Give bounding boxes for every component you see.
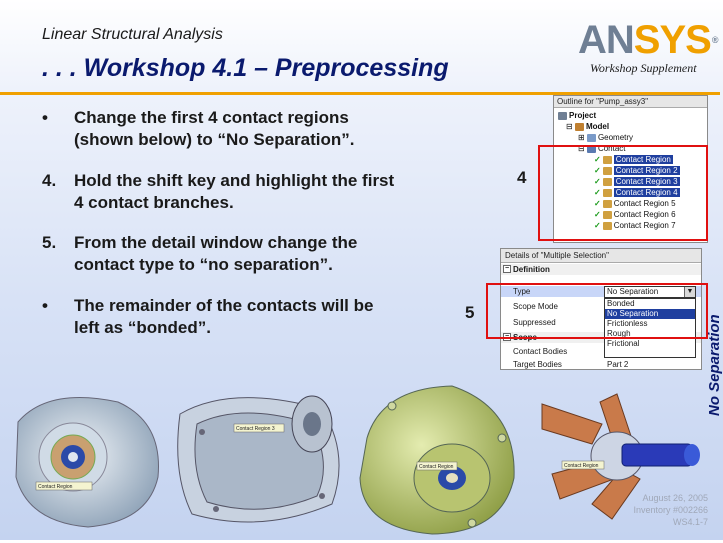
tree-label: Contact Region 7 [613, 221, 676, 230]
check-icon: ✓ [594, 177, 601, 186]
option-frictionless[interactable]: Frictionless [607, 319, 648, 328]
row-key: Type [513, 287, 531, 296]
check-icon: ✓ [594, 166, 601, 175]
check-icon: ✓ [594, 188, 601, 197]
details-row-target-bodies[interactable] [501, 359, 701, 370]
bullet-marker: • [42, 108, 48, 127]
group-label: Definition [513, 265, 550, 274]
render-label: Contact Region 3 [236, 426, 275, 432]
row-value: Part 2 [607, 360, 629, 369]
row-key: Contact Bodies [513, 347, 568, 356]
tree-label: Project [569, 111, 597, 120]
footer-page: WS4.1-7 [672, 517, 708, 527]
cover-gasket-image [172, 384, 352, 534]
impeller-housing-image [8, 382, 168, 532]
bullet-line: (shown below) to “No Separation”. [74, 130, 355, 149]
details-group-definition[interactable] [501, 264, 701, 275]
collapse-icon: ⊟ [578, 144, 587, 153]
collapse-icon: − [504, 333, 510, 340]
logo-sys: SYS [633, 18, 711, 62]
step-marker: 5. [42, 233, 57, 252]
bullet-line: The remainder of the contacts will be [74, 296, 374, 315]
tree-label: Contact [597, 144, 626, 153]
footer-inventory: Inventory #002266 [633, 505, 708, 515]
tree-label: Contact Region 2 [615, 166, 678, 175]
project-icon [558, 112, 567, 120]
step-body [74, 170, 394, 214]
workshop-supplement-label: Workshop Supplement [590, 61, 697, 75]
row-key: Suppressed [513, 318, 556, 327]
footer-date: August 26, 2005 [642, 493, 708, 503]
tree-label: Contact Region 5 [613, 199, 676, 208]
footer [600, 492, 708, 528]
option-frictional[interactable]: Frictional [607, 339, 640, 348]
pump-cover-image [352, 378, 522, 538]
check-icon: ✓ [594, 199, 601, 208]
select-value: No Separation [607, 287, 659, 296]
tree-item-project[interactable] [558, 110, 596, 121]
bullet-body [74, 295, 373, 339]
step-line: Hold the shift key and highlight the first [74, 171, 395, 190]
page-title: . . . Workshop 4.1 – Preprocessing [42, 54, 449, 82]
outline-header: Outline for "Pump_assy3" [554, 96, 707, 108]
tree-label: Model [585, 122, 610, 131]
step-line: contact type to “no separation”. [74, 255, 333, 274]
details-header: Details of "Multiple Selection" [501, 249, 701, 263]
check-icon: ✓ [594, 155, 601, 164]
callout-step-4: 4 [517, 168, 527, 187]
tree-label: Contact Region 4 [615, 188, 678, 197]
render-cover-gasket [172, 384, 352, 534]
check-icon: ✓ [594, 221, 601, 230]
bullet-line: left as “bonded”. [74, 318, 211, 337]
side-label-text: No Separation [706, 314, 723, 416]
group-label: Scope [513, 333, 538, 342]
topic-label: Linear Structural Analysis [42, 26, 223, 43]
bullet-line: Change the first 4 contact regions [74, 108, 349, 127]
chevron-down-icon[interactable]: ▼ [684, 287, 695, 297]
option-rough[interactable]: Rough [607, 329, 631, 338]
title-bar [0, 0, 720, 95]
bullet-change-regions [42, 107, 462, 155]
highlight-box-details [486, 283, 708, 339]
bullet-marker: • [42, 296, 48, 315]
callout-step-5: 5 [465, 303, 475, 322]
collapse-icon: − [504, 265, 510, 272]
render-pump-cover [352, 378, 522, 538]
tree-label: Geometry [597, 133, 634, 142]
check-icon: ✓ [594, 210, 601, 219]
expand-icon: ⊞ [578, 133, 587, 142]
logo-reg: ® [711, 35, 718, 45]
render-label: Contact Region [564, 463, 599, 469]
step-line: From the detail window change the [74, 233, 358, 252]
geometry-icon [587, 134, 596, 142]
ansys-logo [578, 18, 717, 62]
model-icon [575, 123, 584, 131]
tree-item-geometry[interactable] [578, 132, 633, 143]
collapse-icon: ⊟ [566, 122, 575, 131]
bullet-body [74, 107, 355, 151]
step-body [74, 232, 357, 276]
render-label: Contact Region [38, 484, 73, 490]
render-impeller-housing [8, 382, 168, 532]
logo-an: AN [578, 18, 634, 62]
bullet-remainder-bonded [42, 295, 462, 343]
step-5-instruction [42, 232, 462, 280]
option-bonded[interactable]: Bonded [607, 299, 635, 308]
tree-label: Contact Region [615, 155, 671, 164]
option-no-separation[interactable]: No Separation [605, 309, 695, 319]
row-key: Scope Mode [513, 302, 558, 311]
tree-label: Contact Region 3 [615, 177, 678, 186]
row-key: Target Bodies [513, 360, 562, 369]
step-line: 4 contact branches. [74, 193, 234, 212]
step-4-instruction [42, 170, 462, 218]
highlight-box-tree [538, 145, 708, 241]
step-marker: 4. [42, 171, 57, 190]
tree-item-model[interactable] [566, 121, 609, 132]
render-label: Contact Region [419, 464, 454, 470]
tree-label: Contact Region 6 [613, 210, 676, 219]
